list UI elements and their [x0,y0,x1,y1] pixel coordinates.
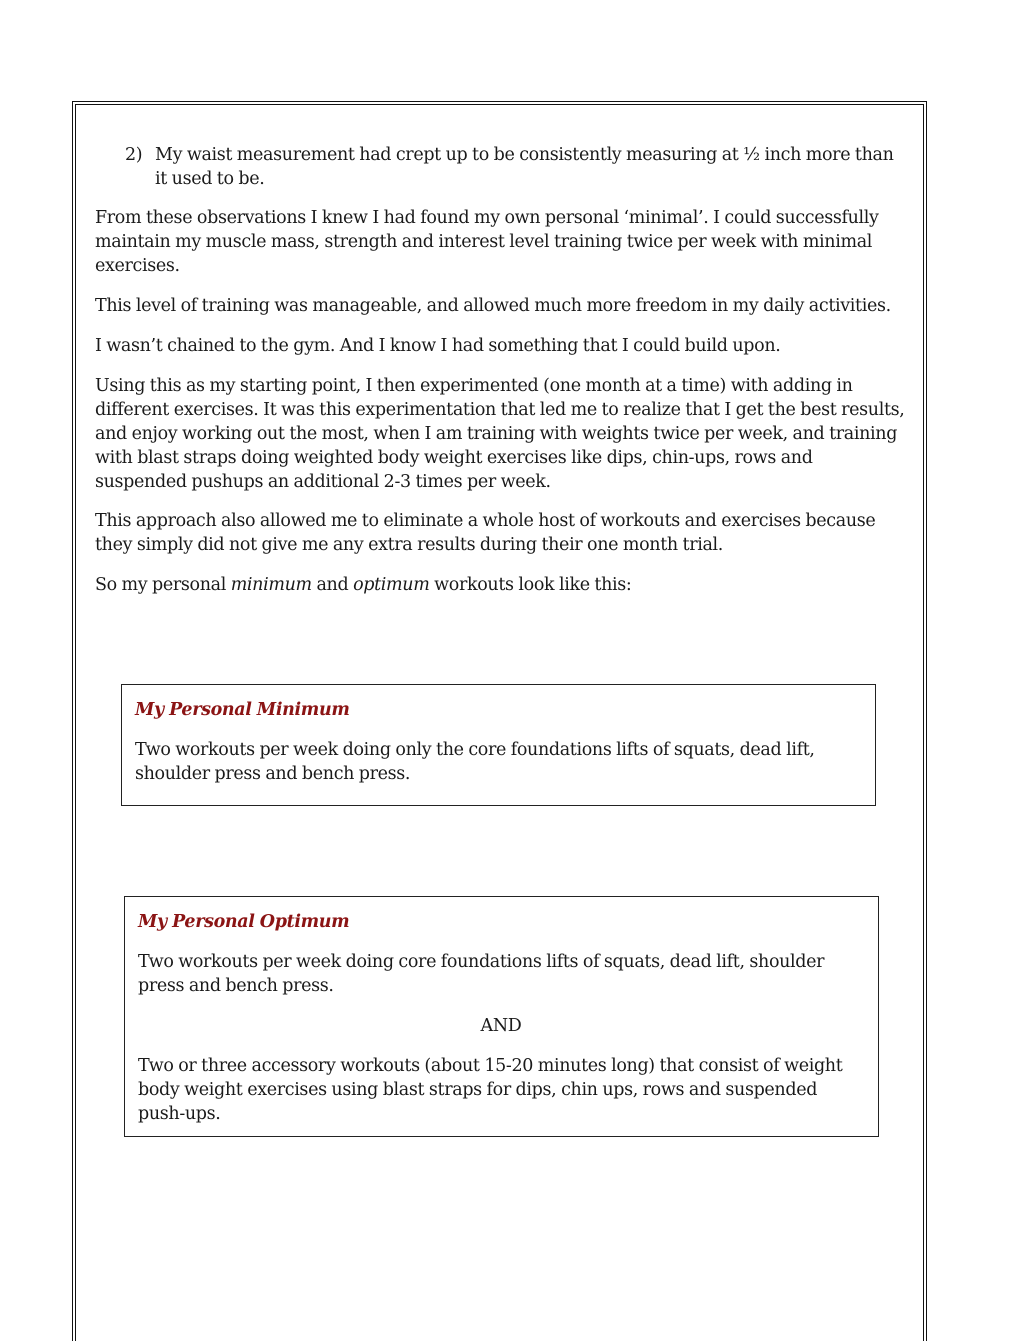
optimum-box-line: press and bench press. [138,976,334,996]
summary-emphasis-optimum: optimum [353,575,430,595]
paragraph-line: Using this as my starting point, I then experimented (one month at a time) with adding in [95,376,853,396]
paragraph-line: suspended pushups an additional 2-3 times per week. [95,472,551,492]
minimum-box-line: Two workouts per week doing only the core foundations lifts of squats, dead lift, [135,740,815,760]
paragraph-line: and enjoy working out the most, when I am training with weights twice per week, and training [95,424,898,444]
optimum-box [124,896,879,1137]
list-item-line: My waist measurement had crept up to be consistently measuring at ½ inch more than [155,145,894,165]
optimum-box-line: body weight exercises using blast straps for dips, chin ups, rows and suspended [138,1080,818,1100]
paragraph-line: exercises. [95,256,180,276]
paragraph-chained: I wasn’t chained to the gym. And I know I had something that I could build upon. [95,336,781,356]
paragraph-line: different exercises. It was this experimentation that led me to realize that I get the best results, [95,400,905,420]
summary-text: and [311,575,354,595]
paragraph-manageable: This level of training was manageable, and allowed much more freedom in my daily activities. [95,296,891,316]
optimum-box-line: Two workouts per week doing core foundations lifts of squats, dead lift, shoulder [138,952,825,972]
paragraph-line: maintain my muscle mass, strength and interest level training twice per week with minimal [95,232,873,252]
paragraph-line: with blast straps doing weighted body weight exercises like dips, chin-ups, rows and [95,448,813,468]
summary-text: workouts look like this: [429,575,632,595]
paragraph-line: they simply did not give me any extra results during their one month trial. [95,535,724,555]
optimum-box-title: My Personal Optimum [138,912,350,932]
paragraph-line: This approach also allowed me to eliminate a whole host of workouts and exercises because [95,511,876,531]
optimum-box-and-label: AND [480,1016,522,1036]
paragraph-line: From these observations I knew I had found my own personal ‘minimal’. I could successfully [95,208,879,228]
list-number: 2) [125,145,143,165]
list-item-line: it used to be. [155,169,265,189]
paragraph-summary [95,573,631,597]
summary-emphasis-minimum: minimum [230,575,312,595]
minimum-box-line: shoulder press and bench press. [135,764,411,784]
optimum-box-line: Two or three accessory workouts (about 15-20 minutes long) that consist of weight [138,1056,843,1076]
optimum-box-line: push-ups. [138,1104,221,1124]
minimum-box [121,684,876,806]
minimum-box-title: My Personal Minimum [135,700,350,720]
summary-text: So my personal [95,575,231,595]
